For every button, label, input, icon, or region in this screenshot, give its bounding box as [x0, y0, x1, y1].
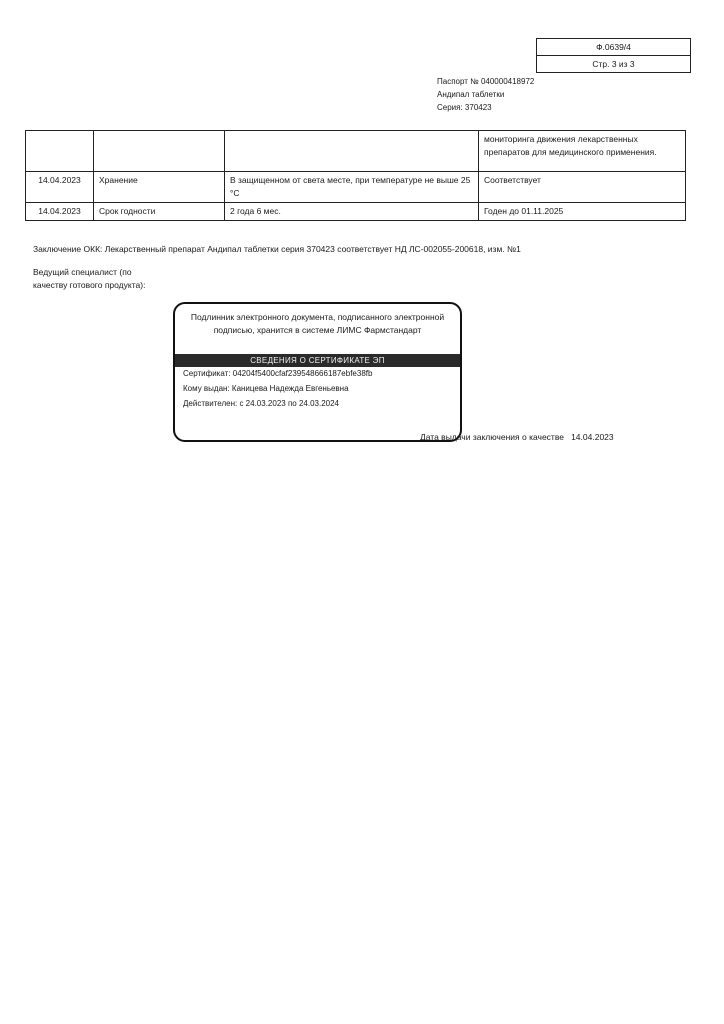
- passport-number: Паспорт № 040000418972: [437, 77, 535, 86]
- cell-date: 14.04.2023: [26, 172, 94, 203]
- quality-conclusion: Заключение ОКК: Лекарственный препарат Андипал таблетки серия 370423 соответствует НД ЛС-002055-200618, изм. №1: [33, 244, 521, 254]
- specialist-label: Ведущий специалист (по качеству готового продукта):: [33, 267, 146, 290]
- cell-indicator: Срок годности: [94, 203, 225, 221]
- cell-requirement: В защищенном от света месте, при температуре не выше 25 °C: [225, 172, 479, 203]
- form-code: Ф.0639/4: [596, 42, 631, 52]
- cell-result: Годен до 01.11.2025: [479, 203, 686, 221]
- cell-requirement: 2 года 6 мес.: [225, 203, 479, 221]
- table-row: [26, 203, 686, 221]
- stamp-band: СВЕДЕНИЯ О СЕРТИФИКАТЕ ЭП: [175, 354, 460, 367]
- cell-date: 14.04.2023: [26, 203, 94, 221]
- certificate-validity: Действителен: с 24.03.2023 по 24.03.2024: [183, 399, 339, 408]
- cell-indicator: Хранение: [94, 172, 225, 203]
- series-number: Серия: 370423: [437, 103, 492, 112]
- cell-indicator: [94, 131, 225, 172]
- cell-requirement: [225, 131, 479, 172]
- table-row: [26, 131, 686, 172]
- results-table: [25, 130, 686, 221]
- product-name: Андипал таблетки: [437, 90, 505, 99]
- certificate-owner: Кому выдан: Каницева Надежда Евгеньевна: [183, 384, 349, 393]
- page-number: Стр. 3 из 3: [537, 55, 690, 72]
- cell-date: [26, 131, 94, 172]
- passport-block: [437, 75, 534, 114]
- stamp-header: Подлинник электронного документа, подписанного электронной подписью, хранится в системе ЛИМС Фармстандарт: [190, 312, 445, 335]
- cell-result: Соответствует: [479, 172, 686, 203]
- issue-date-label: Дата выдачи заключения о качестве: [420, 432, 564, 442]
- cell-result: мониторинга движения лекарственных препаратов для медицинского применения.: [479, 131, 686, 172]
- table-row: [26, 172, 686, 203]
- form-code-box: [536, 38, 691, 73]
- certificate-id: Сертификат: 04204f5400cfaf239548666187ebfe38fb: [183, 369, 373, 378]
- issue-date-value: 14.04.2023: [571, 432, 614, 442]
- electronic-signature-stamp: [173, 302, 462, 442]
- issue-date-line: [420, 432, 614, 442]
